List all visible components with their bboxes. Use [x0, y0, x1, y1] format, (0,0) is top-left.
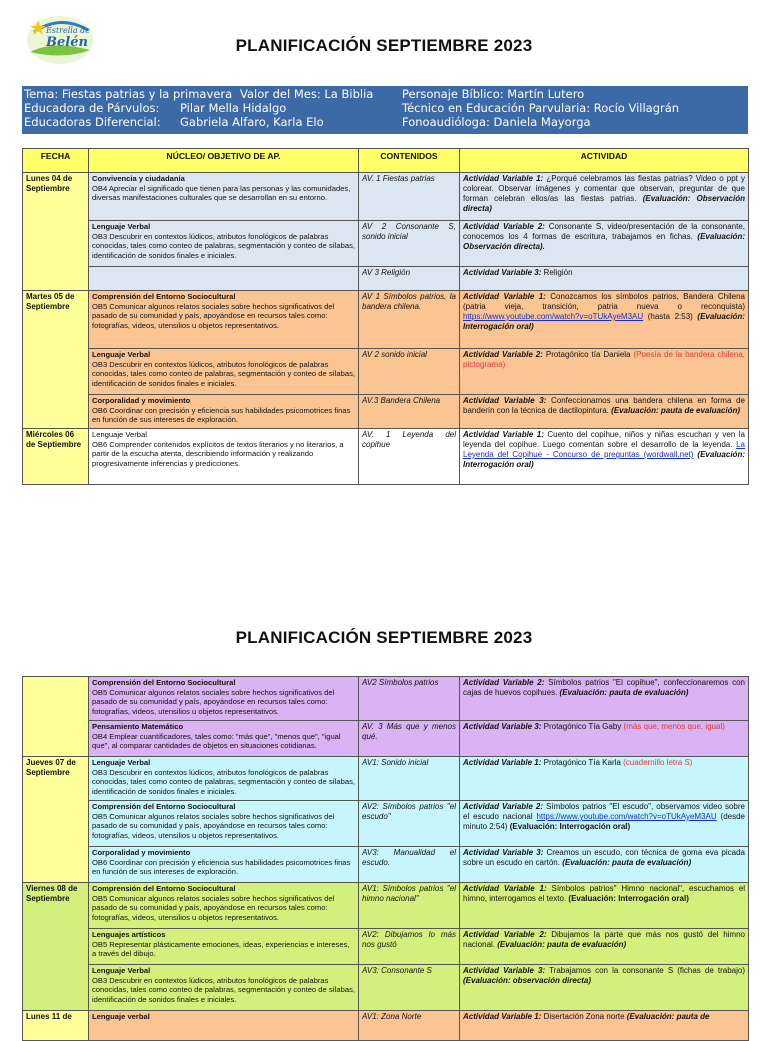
act-body: Protagónico Tía Karla — [541, 758, 624, 767]
act-eval: (Evaluación: observación directa) — [463, 976, 592, 985]
contenido-cell: AV2: Símbolos patrios "el escudo" — [359, 801, 460, 847]
actividad-cell — [460, 173, 749, 221]
act-label: Actividad Variable 2: — [463, 678, 545, 687]
act-label: Actividad Variable 1: — [463, 430, 544, 439]
nucleo-body: OB5 Comunicar algunos relatos sociales sobre hechos significativos del pasado de su comunidad y país, apoyándose en recursos tales como: fotografías, videos, utensilios u objetos representativos. — [92, 893, 335, 922]
act-label: Actividad Variable 3: — [463, 848, 544, 857]
fecha-cell: Jueves 07 de Septiembre — [23, 757, 89, 883]
table-row — [23, 677, 749, 721]
table-row — [23, 291, 749, 349]
nucleo-cell — [89, 965, 359, 1011]
contenido-cell: AV. 1 Leyenda del copihue — [359, 429, 460, 485]
act-eval: (Evaluación: pauta de evaluación) — [559, 688, 689, 697]
nucleo-title: Comprensión del Entorno Sociocultural — [92, 292, 236, 301]
contenido-cell: AV3: Manualidad el escudo. — [359, 847, 460, 883]
act-eval: (Evaluación: Observación directa) — [463, 194, 746, 213]
act-body: Conozcamos los símbolos patrios, Bandera Chilena (patria vieja, transición, patria nueva o reconquista) — [463, 292, 745, 311]
actividad-cell — [460, 757, 749, 801]
nucleo-title: Lenguaje Verbal — [92, 350, 151, 359]
act-label: Actividad Variable 2: — [463, 930, 547, 939]
actividad-cell — [460, 929, 749, 965]
nucleo-cell — [89, 221, 359, 267]
nucleo-title: Pensamiento Matemático — [92, 722, 184, 731]
actividad-cell — [460, 965, 749, 1011]
act-body: Confeccionamos una bandera chilena en forma de banderín con la técnica de dactilopintura. — [463, 396, 745, 415]
nucleo-title: Lenguaje Verbal — [92, 222, 151, 231]
nucleo-title: Lenguaje verbal — [92, 1012, 150, 1021]
nucleo-body: OB4 Apreciar el significado que tienen para las personas y las comunidades, diversas manifestaciones culturales que se desarrollan en su entorno. — [92, 183, 351, 203]
act-label: Actividad Variable 3: — [463, 268, 542, 277]
planning-table-1 — [22, 148, 749, 485]
nucleo-cell — [89, 929, 359, 965]
contenido-cell: AV2 Símbolos patrios — [359, 677, 460, 721]
nucleo-body: OB6 Comprender contenidos explícitos de textos literarios y no literarios, a partir de la escucha atenta, describiendo información y realizando progresivamente inferencias y predicciones. — [92, 439, 344, 468]
actividad-cell — [460, 801, 749, 847]
header-info-box — [22, 86, 748, 134]
act-label: Actividad Variable 2: — [463, 802, 543, 811]
table-row — [23, 173, 749, 221]
act-eval: (Evaluación: Interrogación oral) — [463, 312, 745, 331]
act-label: Actividad Variable 1: — [463, 758, 542, 767]
nucleo-cell — [89, 349, 359, 395]
diferencial-value: Gabriela Alfaro, Karla Elo — [180, 115, 324, 129]
actividad-cell — [460, 429, 749, 485]
act-red-note: (cuadernillo letra S) — [623, 758, 693, 767]
diferencial-label: Educadoras Diferencial: — [24, 115, 161, 129]
actividad-cell — [460, 677, 749, 721]
act-body: Protagónico Tía Gaby — [541, 722, 624, 731]
contenido-cell: AV2: Dibujamos lo más nos gustó — [359, 929, 460, 965]
act-eval: (Evaluación: Interrogación oral) — [509, 822, 631, 831]
nucleo-body: OB5 Comunicar algunos relatos sociales sobre hechos significativos del pasado de su comunidad y país, apoyándose en recursos tales como: fotografías, videos, utensilios u objetos representativos. — [92, 811, 335, 840]
table-row — [23, 1011, 749, 1041]
contenido-cell: AV3: Consonante S — [359, 965, 460, 1011]
table-row — [23, 221, 749, 267]
contenido-cell: AV. 3 Más que y menos qué. — [359, 721, 460, 757]
nucleo-body: OB5 Comunicar algunos relatos sociales sobre hechos significativos del pasado de su comunidad y país, apoyándose en recursos tales como: fotografías, videos, utensilios u objetos representativos. — [92, 301, 335, 330]
contenido-cell: AV 3 Religión — [359, 267, 460, 291]
nucleo-cell — [89, 395, 359, 429]
col-nucleo: NÚCLEO/ OBJETIVO DE AP. — [89, 149, 359, 173]
actividad-cell — [460, 349, 749, 395]
table-row — [23, 965, 749, 1011]
wordwall-link[interactable]: La Leyenda del Copihue - Concurso de preguntas (wordwall.net) — [463, 440, 745, 459]
act-body: Consonante S, video/presentación de la consonante, conocemos los 4 formas de escritura, trabajamos en fichas. — [463, 222, 745, 241]
contenido-cell: AV1: Zona Norte — [359, 1011, 460, 1041]
contenido-cell: AV 1 Símbolos patrios, la bandera chilena. — [359, 291, 460, 349]
nucleo-cell — [89, 847, 359, 883]
act-body: Símbolos patrios "El copihue", confeccionaremos con cajas de huevos copihues. — [463, 678, 745, 697]
nucleo-cell — [89, 173, 359, 221]
nucleo-body: OB3 Descubrir en contextos lúdicos, atributos fonológicos de palabras conocidas, tales como conteo de palabras, segmentación y conteo de sílabas, identificación de sonidos finales e iniciales. — [92, 231, 355, 260]
nucleo-title: Lenguaje Verbal — [92, 758, 151, 767]
valor-text: Valor del Mes: La Biblia — [240, 87, 374, 101]
act-body: Símbolos patrios "El escudo", observamos video sobre el escudo nacional — [463, 802, 745, 821]
nucleo-cell — [89, 677, 359, 721]
act-eval: (Evaluación: pauta de evaluación) — [562, 858, 692, 867]
table-row — [23, 757, 749, 801]
act-eval: (Evaluación: Interrogación oral) — [568, 894, 689, 903]
nucleo-title: Comprensión del Entorno Sociocultural — [92, 802, 236, 811]
act-body: Cuento del copihue, niños y niñas escuchan y ven la leyenda del copihue. Luego comentan sobre el desarrollo de la leyenda. — [463, 430, 745, 449]
act-body: Dibujamos la parte que más nos gustó del himno nacional. — [463, 930, 745, 949]
nucleo-cell — [89, 801, 359, 847]
video-link[interactable]: https://www.youtube.com/watch?v=oTUkAyeM3AU — [536, 812, 717, 821]
table-row — [23, 929, 749, 965]
page-gap — [0, 502, 768, 600]
table-row — [23, 429, 749, 485]
personaje-text: Personaje Bíblico: Martín Lutero — [402, 87, 585, 101]
act-red-note: (más que, menos que, igual) — [623, 722, 725, 731]
act-label: Actividad Variable 1: — [463, 292, 546, 301]
nucleo-cell — [89, 721, 359, 757]
nucleo-cell — [89, 883, 359, 929]
nucleo-cell — [89, 291, 359, 349]
actividad-cell — [460, 395, 749, 429]
fecha-cell: Viernes 08 de Septiembre — [23, 883, 89, 1011]
act-label: Actividad Variable 3: — [463, 396, 547, 405]
table-header-row — [23, 149, 749, 173]
contenido-cell: AV1: Símbolos patrios "el himno nacional" — [359, 883, 460, 929]
fecha-cell: Lunes 04 de Septiembre — [23, 173, 89, 291]
actividad-cell — [460, 847, 749, 883]
col-fecha: FECHA — [23, 149, 89, 173]
act-body: Creamos un escudo, con técnica de goma eva picada sobre un escudo en cartón. — [463, 848, 745, 867]
fecha-cell: Martes 05 de Septiembre — [23, 291, 89, 429]
act-after: (desde minuto 2:54) — [463, 812, 745, 831]
fecha-cell: Lunes 11 de — [23, 1011, 89, 1041]
table-row — [23, 883, 749, 929]
table-row — [23, 267, 749, 291]
nucleo-body: OB4 Emplear cuantificadores, tales como: "más que", "menos que", "igual que", al comparar cantidades de objetos en situaciones cotidianas. — [92, 731, 341, 751]
nucleo-body: OB6 Coordinar con precisión y eficiencia sus habilidades psicomotrices finas en función de sus intereses de exploración. — [92, 857, 351, 877]
nucleo-body: OB3 Descubrir en contextos lúdicos, atributos fonológicos de palabras conocidas, tales como conteo de palabras, segmentación y conteo de sílabas, identificación de sonidos finales e iniciales. — [92, 975, 355, 1004]
page-title: PLANIFICACIÓN SEPTIEMBRE 2023 — [235, 36, 533, 55]
act-body: Disertación Zona norte — [541, 1012, 627, 1021]
nucleo-title: Lenguaje Verbal — [92, 966, 151, 975]
table-row — [23, 721, 749, 757]
educadora-label: Educadora de Párvulos: — [24, 101, 160, 115]
act-label: Actividad Variable 3: — [463, 722, 542, 731]
fecha-cell: Miércoles 06 de Septiembre — [23, 429, 89, 485]
fecha-cell-empty — [23, 677, 89, 757]
nucleo-title: Comprensión del Entorno Sociocultural — [92, 884, 236, 893]
act-label: Actividad Variable 1: — [463, 884, 547, 893]
act-label: Actividad Variable 3: — [463, 966, 546, 975]
actividad-cell — [460, 291, 749, 349]
act-label: Actividad Variable 2: — [463, 222, 545, 231]
act-body: Religión — [541, 268, 573, 277]
logo-text-top: Estrella de — [46, 26, 91, 35]
logo-text-main: Belén — [46, 35, 88, 50]
planning-table-2 — [22, 676, 749, 1041]
act-label: Actividad Variable 2: — [463, 350, 543, 359]
act-eval: (Evaluación: pauta de evaluación) — [497, 940, 627, 949]
nucleo-cell — [89, 429, 359, 485]
nucleo-cell — [89, 1011, 359, 1041]
nucleo-title: Lenguajes artísticos — [92, 930, 166, 939]
actividad-cell — [460, 883, 749, 929]
tecnico-text: Técnico en Educación Parvularia: Rocío Villagrán — [402, 101, 680, 115]
act-eval: (Evaluación: Observación directa). — [463, 232, 745, 251]
contenido-cell: AV.3 Bandera Chilena — [359, 395, 460, 429]
contenido-cell: AV 2 Consonante S, sonido inicial — [359, 221, 460, 267]
act-label: Actividad Variable 1: — [463, 174, 544, 183]
page-2 — [0, 600, 768, 1024]
act-after: (hasta 2:53) — [643, 312, 693, 321]
act-body: Trabajamos con la consonante S (fichas de trabajo) — [545, 966, 745, 975]
act-eval: (Evaluación: pauta de evaluación) — [611, 406, 741, 415]
nucleo-cell — [89, 757, 359, 801]
actividad-cell — [460, 221, 749, 267]
table-row — [23, 349, 749, 395]
nucleo-body: OB3 Descubrir en contextos lúdicos, atributos fonológicos de palabras conocidas, tales como conteo de palabras, segmentación y conteo de sílabas, identificación de sonidos finales e iniciales. — [92, 359, 355, 388]
act-body: Símbolos patrios" Himno nacional", escuchamos el himno, interrogamos el texto. — [463, 884, 745, 903]
nucleo-body: OB5 Comunicar algunos relatos sociales sobre hechos significativos del pasado de su comunidad y país, apoyándose en recursos tales como: fotografías, videos, utensilios u objetos representativos. — [92, 687, 335, 716]
nucleo-title: Corporalidad y movimiento — [92, 396, 191, 405]
act-eval: (Evaluación: Interrogación oral) — [463, 450, 745, 469]
act-label: Actividad Variable 1: — [463, 1012, 542, 1021]
actividad-cell — [460, 1011, 749, 1041]
col-actividad: ACTIVIDAD — [460, 149, 749, 173]
nucleo-title: Comprensión del Entorno Sociocultural — [92, 678, 236, 687]
nucleo-title: Lenguaje Verbal — [92, 430, 147, 439]
actividad-cell — [460, 721, 749, 757]
tema-text: Tema: Fiestas patrias y la primavera — [24, 87, 233, 101]
nucleo-body: OB3 Descubrir en contextos lúdicos, atributos fonológicos de palabras conocidas, tales como conteo de palabras, segmentación y conteo de sílabas, identificación de sonidos finales e iniciales. — [92, 767, 355, 796]
nucleo-title: Convivencia y ciudadanía — [92, 174, 185, 183]
nucleo-title: Corporalidad y movimiento — [92, 848, 191, 857]
video-link[interactable]: https://www.youtube.com/watch?v=oTUkAyeM3AU — [463, 312, 644, 321]
actividad-cell — [460, 267, 749, 291]
contenido-cell: AV 2 sonido inicial — [359, 349, 460, 395]
page-title-2: PLANIFICACIÓN SEPTIEMBRE 2023 — [235, 628, 533, 647]
contenido-cell: AV. 1 Fiestas patrias — [359, 173, 460, 221]
page-1 — [0, 0, 768, 502]
act-body: ¿Porqué celebramos las fiestas patrias? Video o ppt y colorear. Observar imágenes y comentar que observan, preguntar de que forman celebran ellos/as las fiestas patrias. — [463, 174, 746, 203]
fono-text: Fonoaudióloga: Daniela Mayorga — [402, 115, 591, 129]
table-row — [23, 801, 749, 847]
table-row — [23, 847, 749, 883]
nucleo-body: OB6 Coordinar con precisión y eficiencia sus habilidades psicomotrices finas en función de sus intereses de exploración. — [92, 405, 351, 425]
contenido-cell: AV1: Sonido inicial — [359, 757, 460, 801]
act-red-note: (Poesía de la bandera chilena, pictograma) — [463, 350, 745, 369]
act-eval: (Evaluación: pauta de — [626, 1012, 710, 1021]
col-contenidos: CONTENIDOS — [359, 149, 460, 173]
nucleo-body: OB5 Representar plásticamente emociones, ideas, experiencias e intereses, a través del dibujo. — [92, 939, 350, 959]
nucleo-cell-empty — [89, 267, 359, 291]
act-body: Protagónico tía Daniela — [542, 350, 634, 359]
educadora-value: Pilar Mella Hidalgo — [180, 101, 287, 115]
table-row — [23, 395, 749, 429]
